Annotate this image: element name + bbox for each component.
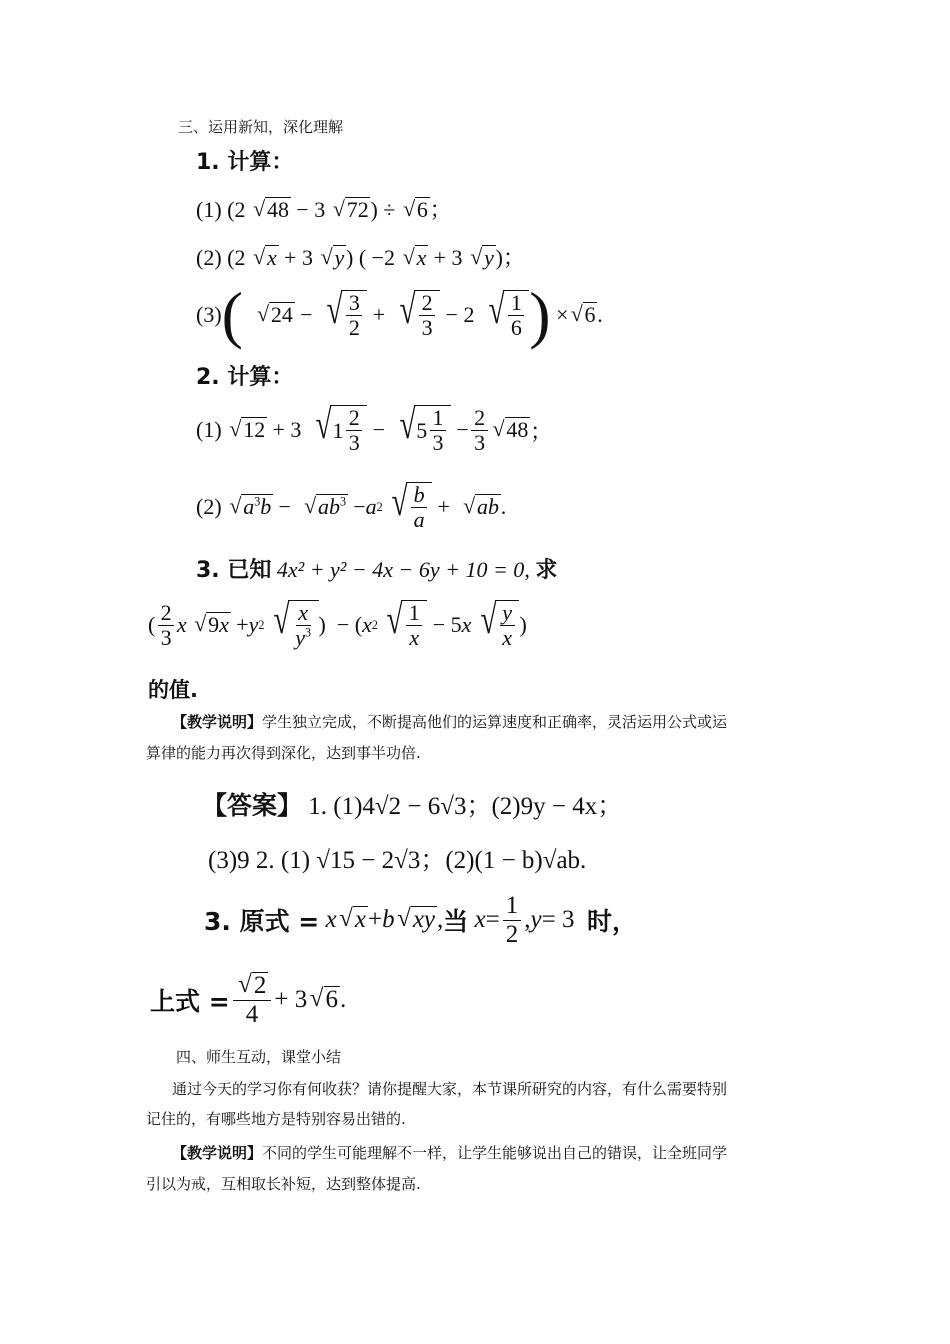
answer-line-2: (3)9 2. (1) √15 − 2√3；(2)(1 − b)√ab. xyxy=(208,847,587,874)
q3-condition: 4x² + y² − 4x − 6y + 10 = 0 xyxy=(276,557,525,582)
answer-line3-when: 当 xyxy=(443,907,469,936)
q3-statement: 3. 已知 4x² + y² − 4x − 6y + 10 = 0, 求 xyxy=(196,557,558,583)
q2-part1-radicand-b: 48 xyxy=(506,417,529,443)
question-2-title: 2. 计算： xyxy=(196,365,294,390)
q2-part1-radicand-a: 12 xyxy=(243,417,266,443)
radical xyxy=(253,197,291,223)
teaching-note-1-line2: 算律的能力再次得到深化，达到事半功倍. xyxy=(146,744,421,762)
teaching-note-2-line1 xyxy=(172,1138,727,1168)
answer-line3-prefix: 3. 原式 = xyxy=(204,907,320,936)
q1-part3-radicand: 24 xyxy=(270,302,293,327)
q3-suffix: 的值. xyxy=(148,678,198,702)
q1-part1-index: (1) xyxy=(196,197,222,222)
q1-part3-index: (3) xyxy=(196,302,222,327)
q1-part1-coef2: 3 xyxy=(314,197,326,222)
q3-prefix: 3. 已知 xyxy=(196,558,272,583)
teaching-note-text: 学生独立完成，不断提高他们的运算速度和正确率，灵活运用公式或运 xyxy=(262,713,728,731)
q1-part1-coef1: 2 xyxy=(234,197,246,222)
q1-part3-radicand-c: 6 xyxy=(584,302,596,327)
answer-line-4: 上式 = √ $\frac{2}{4}$ + 3 √ 6 . xyxy=(150,972,346,1028)
q2-part1: (1) √ 12 + 3 √ 1 $\frac{2}{3}$ − √ 5 $\frac{1}{3}$ − $\frac{2}{3}$ √ 48 ； xyxy=(196,405,552,455)
teaching-note-1-line1 xyxy=(172,707,727,737)
q3-ask: 求 xyxy=(535,558,558,583)
q2-part2: (2) √ $a^3b$ − √ $ab^3$ − a 2 √ $\frac{b}{a}$ + √ ab . xyxy=(196,482,506,532)
q1-part1: (1) (2 √ 48 − 3 √ 72) ÷ √ 6； xyxy=(196,193,452,224)
q3-expression: ( $\frac{2}{3}$ x √ 9x + y 2 √ $\frac{x}{y^3}$ ) − ( x 2 √ $\frac{1}{x}$ − 5 x √ $\frac{y}{x}$ ) xyxy=(148,600,527,650)
answer-line1-text: 1. (1)4√2 − 6√3；(2)9y − 4x； xyxy=(308,793,623,820)
radical xyxy=(333,197,371,223)
q2-part1-index: (1) xyxy=(196,417,222,443)
q1-part2: (2) (2 √ x + 3 √ y) ( −2 √ x + 3 √ y)； xyxy=(196,241,525,272)
section4-text-line2: 记住的，有哪些地方是特别容易出错的. xyxy=(146,1110,406,1128)
teaching-note-2-text: 不同的学生可能理解不一样，让学生能够说出自己的错误，让全班同学 xyxy=(262,1144,728,1162)
q1-part1-radicand-c: 6 xyxy=(416,197,428,222)
section4-text-line1: 通过今天的学习你有何收获？请你提醒大家，本节课所研究的内容，有什么需要特别 xyxy=(172,1080,728,1098)
question-1-title: 1. 计算： xyxy=(196,150,294,175)
q1-part1-radicand-a: 48 xyxy=(267,197,290,222)
radical xyxy=(403,197,430,223)
answer-line-1 xyxy=(202,786,622,822)
q2-part2-index: (2) xyxy=(196,494,222,520)
q1-part1-radicand-b: 72 xyxy=(346,197,369,222)
answer-line-3: 3. 原式 = x √ x + b √ xy , 当 x = $\frac{1}{2}$ , y = 3 时， xyxy=(204,892,637,948)
teaching-note-2-label: 【教学说明】 xyxy=(172,1144,263,1162)
q1-part3: (3) ( √ 24 − √ $\frac{3}{2}$ + √ $\frac{2}{3}$ − 2 √ $\frac{1}{6}$ ) × √ 6 . xyxy=(196,283,603,347)
section-heading-3: 三、运用新知，深化理解 xyxy=(178,118,344,136)
section-heading-4: 四、师生互动，课堂小结 xyxy=(176,1048,342,1066)
answer-line3-suffix: 时， xyxy=(586,907,637,936)
answer-label: 【答案】 xyxy=(202,791,303,820)
q1-part2-index: (2) xyxy=(196,245,222,270)
teaching-note-2-line2: 引以为戒，互相取长补短，达到整体提高. xyxy=(146,1175,421,1193)
teaching-note-label: 【教学说明】 xyxy=(172,713,263,731)
answer-line4-prefix: 上式 = xyxy=(150,987,230,1016)
